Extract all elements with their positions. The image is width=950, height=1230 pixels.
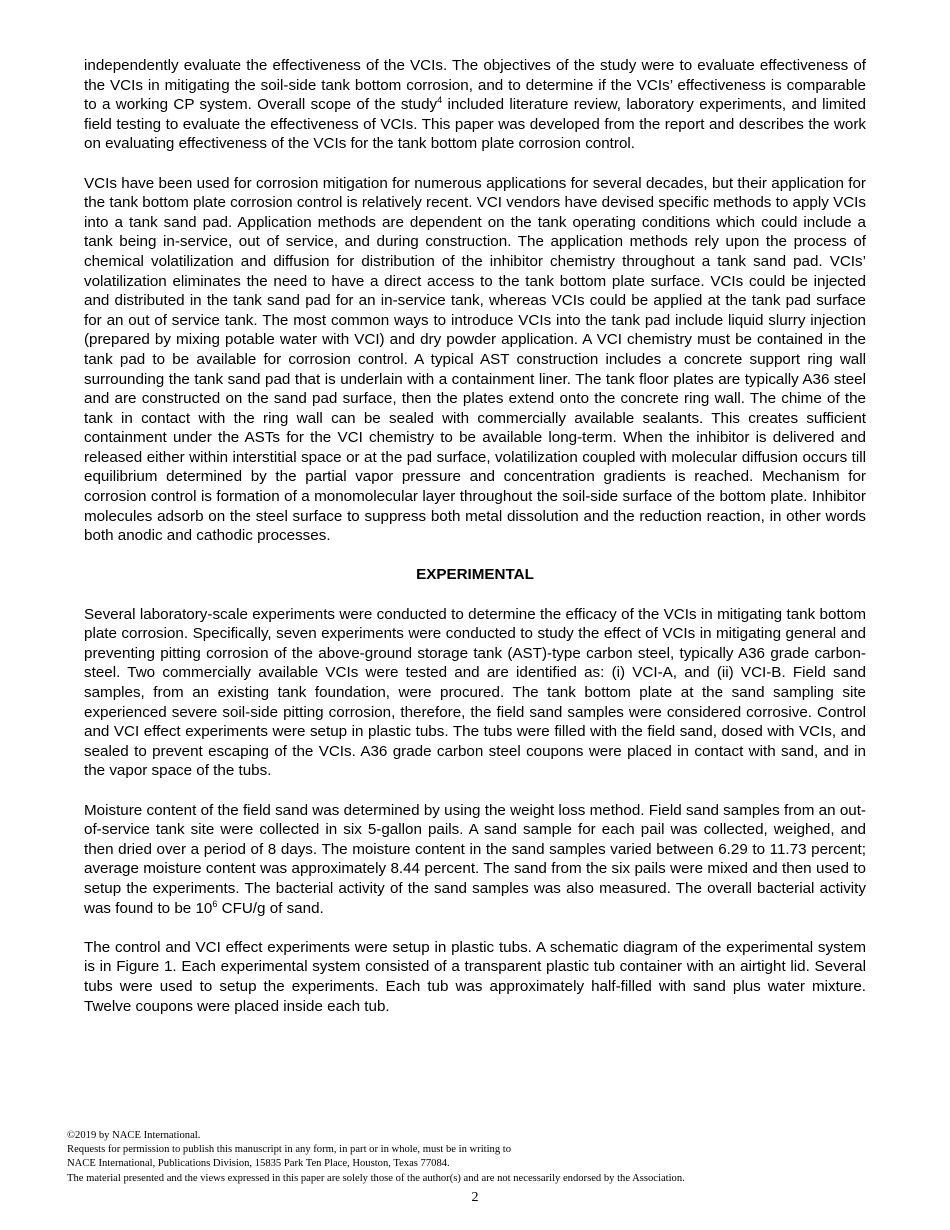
section-heading-experimental: EXPERIMENTAL [416, 566, 534, 584]
exponent-superscript: 6 [212, 898, 218, 909]
paragraph-moisture-text: Moisture content of the field sand was determined by using the weight loss method. Field sand samples from an out-of-service tank site were collected in six 5-gallon pails. A sand sample for each pail was collected, weighed, and then dried over a period of 8 days. The moisture content in the sand samples varied between 6.29 to 11.73 percent; average moisture content was approximately 8.44 percent. The sand from the six pails were mixed and then used to setup the experiments. The bacterial activity of the sand samples was also measured. The overall bacterial activity was found to be 10 [84, 801, 866, 917]
page-number: 2 [471, 1190, 479, 1205]
paragraph-objectives [84, 56, 866, 154]
paragraph-objectives-text: independently evaluate the effectiveness of the VCIs. The objectives of the study were to evaluate effectiveness of the VCIs in mitigating the soil-side tank bottom corrosion, and to determine if the VCIs’ effectiveness is comparable to a working CP system. Overall scope of the study [84, 57, 866, 114]
paragraph-experiments-overview: Several laboratory-scale experiments were conducted to determine the efficacy of the VCIs in mitigating tank bottom plate corrosion. Specifically, seven experiments were conducted to study the effect of VCIs in mitigating general and preventing pitting corrosion of the above-ground storage tank (AST)-type carbon steel, typically A36 grade carbon-steel. Two commercially available VCIs were tested and are identified as: (i) VCI-A, and (ii) VCI-B. Field sand samples, from an existing tank foundation, were procured. The tank bottom plate at the sand sampling site experienced severe soil-side pitting corrosion, therefore, the field sand samples were considered corrosive. Control and VCI effect experiments were setup in plastic tubs. The tubs were filled with the field sand, dosed with VCIs, and sealed to prevent escaping of the VCIs. A36 grade carbon steel coupons were placed in contact with sand, and in the vapor space of the tubs. [84, 605, 866, 780]
paragraph-vci-background: VCIs have been used for corrosion mitigation for numerous applications for several decades, but their application for the tank bottom plate corrosion control is relatively recent. VCI vendors have devised specific methods to apply VCIs into a tank sand pad. Application methods are dependent on the tank operating conditions which could include a tank being in-service, out of service, and during construction. The application methods rely upon the process of chemical volatilization and diffusion for distribution of the inhibitor chemistry throughout a tank sand pad. VCIs’ volatilization eliminates the need to have a direct access to the tank bottom plate surface. VCIs could be injected and distributed in the tank sand pad for an in-service tank, whereas VCIs could be applied at the tank pad surface for an out of service tank. The most common ways to introduce VCIs into the tank pad include liquid slurry injection (prepared by mixing potable water with VCI) and dry powder application. A VCI chemistry must be contained in the tank pad to be available for corrosion control. A typical AST construction includes a concrete support ring wall surrounding the tank sand pad that is underlain with a containment liner. The tank floor plates are typically A36 steel and are constructed on the sand pad surface, then the plates extend onto the concrete ring wall. The chime of the tank in contact with the ring wall can be sealed with commercially available sealants. This creates sufficient containment under the ASTs for the VCI chemistry to be available long-term. When the inhibitor is delivered and released either within interstitial space or at the pad surface, volatilization coupled with molecular diffusion occurs till equilibrium determined by the partial vapor pressure and concentration gradients is reached. Mechanism for corrosion control is formation of a monomolecular layer throughout the soil-side surface of the bottom plate. Inhibitor molecules adsorb on the steel surface to suppress both metal dissolution and the reduction reaction, in other words both anodic and cathodic processes. [84, 174, 866, 545]
citation-superscript: 4 [437, 95, 443, 106]
paragraph-moisture-content [84, 801, 866, 919]
page-footer [67, 1129, 887, 1186]
paragraph-experimental-setup: The control and VCI effect experiments were setup in plastic tubs. A schematic diagram of the experimental system is in Figure 1. Each experimental system consisted of a transparent plastic tub container with an airtight lid. Several tubs were used to setup the experiments. Each tub was approximately half-filled with sand plus water mixture. Twelve coupons were placed inside each tub. [84, 938, 866, 1015]
paragraph-moisture-text-end: CFU/g of sand. [217, 899, 324, 917]
footer-address: NACE International, Publications Division, 15835 Park Ten Place, Houston, Texas 77084. [67, 1158, 450, 1170]
footer-permission: Requests for permission to publish this manuscript in any form, in part or in whole, must be in writing to [67, 1144, 512, 1156]
paragraph-objectives-text-end: included literature review, laboratory experiments, and limited field testing to evaluate the effectiveness of VCIs. This paper was developed from the report and describes the work on evaluating effectiveness of the VCIs for the tank bottom plate corrosion control. [84, 96, 866, 153]
footer-disclaimer: The material presented and the views expressed in this paper are solely those of the author(s) and are not necessarily endorsed by the Association. [67, 1172, 685, 1184]
page-body [84, 56, 866, 1036]
footer-copyright: ©2019 by NACE International. [67, 1130, 201, 1141]
